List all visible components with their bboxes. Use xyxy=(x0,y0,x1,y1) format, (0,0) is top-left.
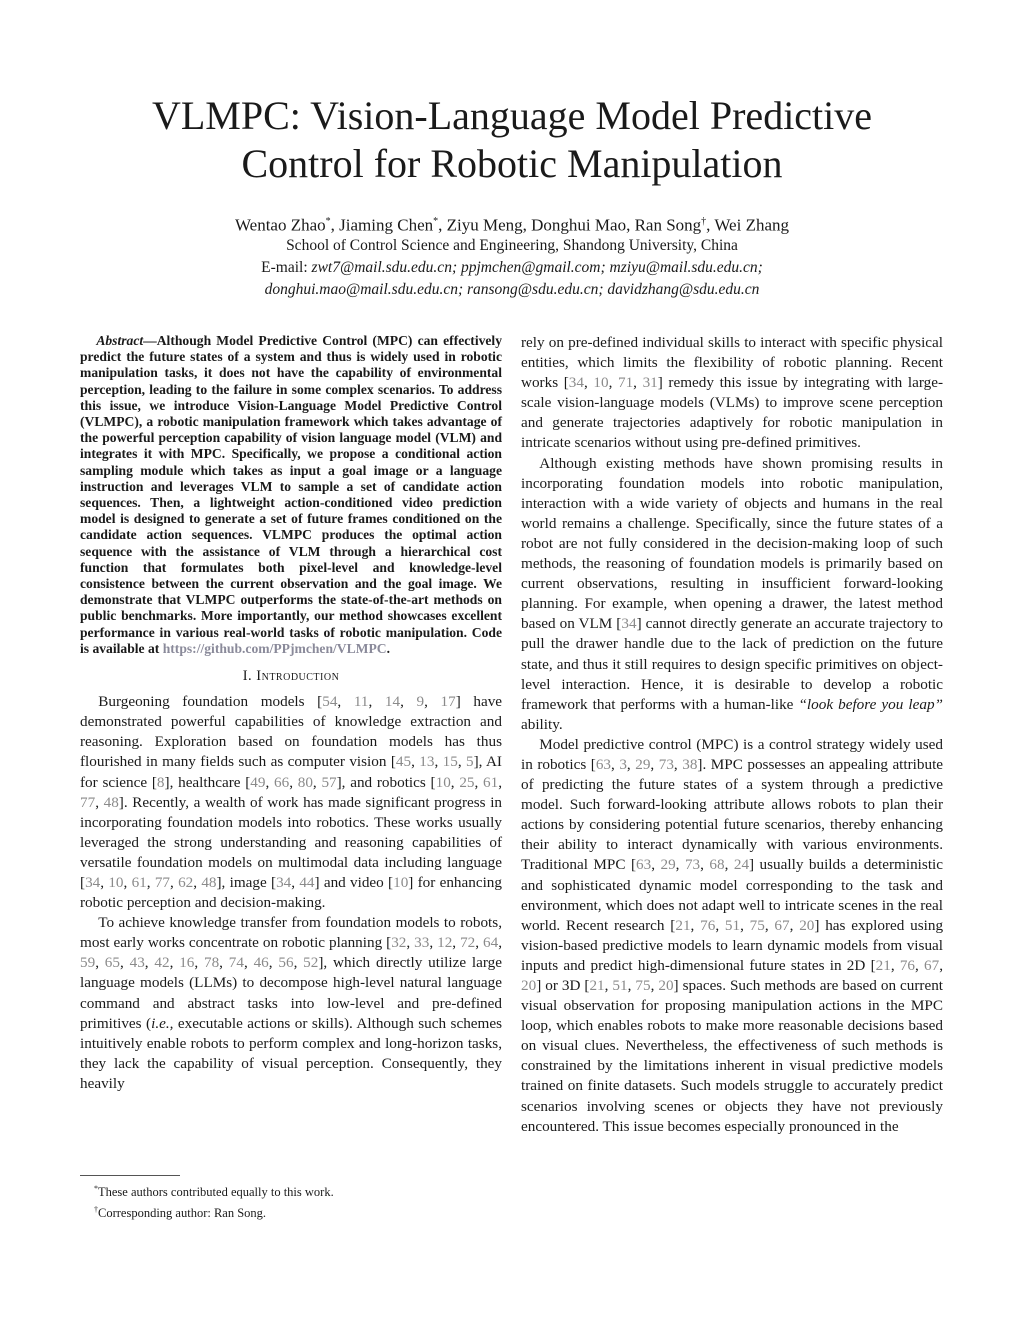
author-name: Wei Zhang xyxy=(714,215,790,235)
citation-link[interactable]: 10 xyxy=(393,874,409,891)
citation-link[interactable]: 63 xyxy=(595,755,611,773)
citation-link[interactable]: 16 xyxy=(179,954,195,972)
citation-link[interactable]: 52 xyxy=(303,954,319,972)
email-block xyxy=(80,257,944,301)
affiliation: School of Control Science and Engineering, Shandong University, China xyxy=(286,237,738,254)
author-mark: * xyxy=(325,216,331,227)
citation-link[interactable]: 76 xyxy=(700,916,716,934)
abstract: Abstract—Although Model Predictive Control (MPC) can effectively predict the future states of a system and thus is widely used in robotic manipulation tasks, it does not have the capability of environmental perception, leading to the failure in some complex scenarios. To address this issue, we introduce Vision-Language Model Predictive Control (VLMPC), a robotic manipulation framework which takes advantage of the powerful perception capability of vision language model (VLM) and integrates it with MPC. Specifically, we propose a conditional action sampling module which takes as input a goal image or a language instruction and leverages VLM to sample a set of candidate action sequences. Then, a lightweight action-conditioned video prediction model is designed to generate a set of future frames conditioned on the candidate action sequences. VLMPC produces the optimal action sequence with the assistance of VLM through a hierarchical cost function that formulates both pixel-level and knowledge-level consistence between the current observation and the goal image. We demonstrate that VLMPC outperforms the state-of-the-art methods on public benchmarks. More importantly, our method showcases excellent performance in various real-world tasks of robotic manipulation. Code is available at https://github.com/PPjmchen/VLMPC. xyxy=(80,333,502,656)
citation-link[interactable]: 45 xyxy=(395,753,412,771)
footnote-text: Corresponding author: Ran Song. xyxy=(98,1206,267,1221)
citation-link[interactable]: 20 xyxy=(658,977,674,994)
citation-link[interactable]: 15 xyxy=(442,753,458,771)
citation-link[interactable]: 33 xyxy=(414,934,430,952)
citation-link[interactable]: 64 xyxy=(483,934,499,952)
citation-link[interactable]: 24 xyxy=(733,856,750,874)
right-column xyxy=(521,333,943,1137)
citation-link[interactable]: 61 xyxy=(131,874,147,891)
citation-link[interactable]: 76 xyxy=(899,956,916,974)
citation-link[interactable]: 34 xyxy=(568,374,584,392)
footnote-mark: † xyxy=(94,1205,98,1215)
title-line-1: VLMPC: Vision-Language Model Predictive xyxy=(151,93,873,138)
citation-link[interactable]: 46 xyxy=(253,954,269,972)
paper-title xyxy=(80,92,944,188)
citation-link[interactable]: 73 xyxy=(684,856,701,874)
citation-link[interactable]: 72 xyxy=(460,934,476,952)
author-list: Wentao Zhao*, Jiaming Chen*, Ziyu Meng, Donghui Mao, Ran Song†, Wei Zhang xyxy=(234,215,790,235)
citation-link[interactable]: 31 xyxy=(642,374,658,392)
abstract-heading: Abstract xyxy=(96,333,144,348)
citation-link[interactable]: 65 xyxy=(104,954,120,972)
citation-link[interactable]: 54 xyxy=(322,693,338,711)
citation-link[interactable]: 71 xyxy=(617,374,634,392)
citation-link[interactable]: 78 xyxy=(203,954,220,972)
citation-link[interactable]: 49 xyxy=(250,773,266,791)
citation-link[interactable]: 73 xyxy=(658,755,674,773)
emphasis-text: i.e., xyxy=(151,1014,174,1032)
section-heading: I. Introduction xyxy=(242,668,340,685)
right-body-text xyxy=(521,333,943,1137)
author-name: Jiaming Chen xyxy=(339,215,434,235)
citation-link[interactable]: 12 xyxy=(437,934,453,952)
email-line-2: donghui.mao@mail.sdu.edu.cn; ransong@sdu.edu.cn; davidzhang@sdu.edu.cn xyxy=(264,281,760,298)
citation-link[interactable]: 80 xyxy=(297,773,313,791)
citation-link[interactable]: 21 xyxy=(589,977,605,994)
citation-link[interactable]: 74 xyxy=(228,954,244,972)
citation-link[interactable]: 67 xyxy=(774,916,790,934)
citation-link[interactable]: 9 xyxy=(416,693,425,711)
body-paragraph: To achieve knowledge transfer from foundation models to robots, most early works concentrate on robotic planning [32, 33, 12, 72, 64, 59, 65, 43, 42, 16, 78, 74, 46, 56, 52], which directly utilize large language models (LLMs) to decompose high-level natural language command and abstract tasks into low-level and pre-defined primitives (i.e., executable actions or skills). Although such schemes intuitively enable robots to perform complex and long-horizon tasks, they lack the capability of visual perception. Consequently, they heavily xyxy=(80,914,502,1092)
citation-link[interactable]: 34 xyxy=(85,874,101,891)
email-line-1: zwt7@mail.sdu.edu.cn; ppjmchen@gmail.com; mziyu@mail.sdu.edu.cn; xyxy=(311,259,763,276)
citation-link[interactable]: 57 xyxy=(321,773,337,791)
citation-link[interactable]: 14 xyxy=(384,693,401,711)
author-name: Ran Song xyxy=(634,215,702,235)
body-paragraph: Although existing methods have shown promising results in incorporating foundation models into robotic manipulation, interaction with a wide variety of objects and humans in the real world remains a challenge. Specifically, since the future states of a robot are not fully considered in the decision-making loop of such methods, the reasoning of foundation models is primarily based on current observations, resulting in insufficient forward-looking planning. For example, when opening a drawer, the latest method based on VLM [34] cannot directly generate an accurate trajectory to pull the drawer handle due to the lack of prediction on the future state, and thus it still requires to design specific primitives on object-level interaction. Hence, it is desirable to develop a robotic framework that performs with a human-like “look before you leap” ability. xyxy=(521,454,943,733)
citation-link[interactable]: 61 xyxy=(483,773,499,791)
code-link[interactable]: https://github.com/PPjmchen/VLMPC xyxy=(162,640,387,656)
citation-link[interactable]: 77 xyxy=(80,793,96,811)
citation-link[interactable]: 62 xyxy=(178,874,194,891)
author-name: Ziyu Meng xyxy=(446,215,523,235)
footnote-text: These authors contributed equally to this work. xyxy=(98,1185,334,1200)
author-mark: * xyxy=(433,216,439,227)
citation-link[interactable]: 67 xyxy=(924,956,940,974)
citation-link[interactable]: 51 xyxy=(724,916,741,934)
citation-link[interactable]: 48 xyxy=(201,874,217,891)
body-paragraph: rely on pre-defined individual skills to interact with specific physical entities, which limits the flexibility of robotic planning. Recent works [34, 10, 71, 31] remedy this issue by integrating with large-scale vision-language models (VLMs) to improve scene perception and generate trajectories adaptively for robotic manipulation in intricate scenarios without using pre-defined primitives. xyxy=(521,334,944,452)
citation-link[interactable]: 21 xyxy=(675,916,691,934)
citation-link[interactable]: 13 xyxy=(419,753,435,771)
body-paragraph: Model predictive control (MPC) is a control strategy widely used in robotics [63, 3, 29, 73, 38]. MPC possesses an appealing attribute of predicting the future states of a system through a predictive model. Such forward-looking attribute allows robots to plan their actions by considering potential future scenarios, thereby enhancing their ability to interact dynamically with various environments. Traditional MPC [63, 29, 73, 68, 24] usually builds a deterministic and sophisticated dynamic model corresponding to the task and environment, which does not adapt well to intricate scenes in the real world. Recent research [21, 76, 51, 75, 67, 20] has explored using vision-based predictive models to learn dynamic models from visual inputs and predict high-dimensional future states in 2D [21, 76, 67, 20] or 3D [21, 51, 75, 20] spaces. Such methods are based on current visual observation for proposing manipulation actions in the MPC loop, which enables robots to make more reasonable decisions based on visual clues. Nevertheless, the effectiveness of such methods is constrained by the limitations inherent in visual predictive models trained on finite datasets. Such models struggle to accurately predict scenarios involving scenes or objects they have not previously encountered. This issue becomes especially pronounced in the xyxy=(521,735,944,1135)
citation-link[interactable]: 59 xyxy=(80,954,96,972)
abstract-body: —Although Model Predictive Control (MPC) can effectively predict the future states of a system and thus is widely used in robotic manipulation tasks, it does not have the capability of environmental perception, leading to the failure in some complex scenarios. To address this issue, we introduce Vision-Language Model Predictive Control (VLMPC), a robotic manipulation framework which takes advantage of the powerful perception capability of vision language model (VLM) and integrates it with MPC. Specifically, we propose a conditional action sampling module which takes as input a goal image or a language instruction and leverages VLM to sample a set of candidate action sequences. Then, a lightweight action-conditioned video prediction model is designed to generate a set of future frames conditioned on the candidate action sequences. VLMPC produces the optimal action sequence with the assistance of VLM through a hierarchical cost function that formulates both pixel-level and knowledge-level consistence between the current observation and the goal image. We demonstrate that VLMPC outperforms the state-of-the-art methods on public benchmarks. More importantly, our method showcases excellent performance in various real-world tasks of robotic manipulation. Code is available at xyxy=(80,333,502,656)
author-mark: † xyxy=(701,216,707,227)
author-name: Donghui Mao xyxy=(531,215,627,235)
citation-link[interactable]: 75 xyxy=(635,977,651,994)
citation-link[interactable]: 51 xyxy=(612,977,628,994)
citation-link[interactable]: 20 xyxy=(521,977,537,994)
citation-link[interactable]: 10 xyxy=(593,374,609,392)
citation-link[interactable]: 10 xyxy=(108,874,124,891)
citation-link[interactable]: 10 xyxy=(435,773,451,791)
footnote xyxy=(80,1201,500,1222)
citation-link[interactable]: 56 xyxy=(278,954,294,972)
citation-link[interactable]: 25 xyxy=(459,773,475,791)
citation-link[interactable]: 32 xyxy=(391,934,407,952)
citation-link[interactable]: 17 xyxy=(440,693,456,711)
citation-link[interactable]: 42 xyxy=(154,954,170,972)
citation-link[interactable]: 20 xyxy=(799,916,815,934)
footnote-mark: * xyxy=(94,1184,98,1193)
citation-link[interactable]: 48 xyxy=(103,793,119,811)
footnote xyxy=(80,1180,500,1201)
left-column xyxy=(80,333,502,1094)
citation-link[interactable]: 68 xyxy=(709,856,725,874)
citation-link[interactable]: 21 xyxy=(875,956,891,974)
footnotes xyxy=(80,1180,500,1222)
footnote-divider xyxy=(80,1175,180,1176)
citation-link[interactable]: 8 xyxy=(156,773,165,791)
citation-link[interactable]: 29 xyxy=(660,856,676,874)
citation-link[interactable]: 34 xyxy=(276,874,292,891)
email-label: E-mail: xyxy=(261,259,312,276)
left-body-text xyxy=(80,692,502,1094)
citation-link[interactable]: 44 xyxy=(299,874,315,891)
citation-link[interactable]: 63 xyxy=(636,856,652,874)
citation-link[interactable]: 38 xyxy=(682,755,698,773)
emphasis-text: “look before you leap” xyxy=(798,695,943,713)
citation-link[interactable]: 29 xyxy=(635,755,651,773)
title-line-2: Control for Robotic Manipulation xyxy=(241,141,783,186)
citation-link[interactable]: 77 xyxy=(154,874,170,891)
citation-link[interactable]: 3 xyxy=(619,755,627,773)
citation-link[interactable]: 43 xyxy=(129,954,145,972)
citation-link[interactable]: 34 xyxy=(621,615,637,633)
citation-link[interactable]: 75 xyxy=(749,916,765,934)
citation-link[interactable]: 11 xyxy=(353,693,369,711)
citation-link[interactable]: 5 xyxy=(465,753,474,771)
author-name: Wentao Zhao xyxy=(234,215,326,235)
body-paragraph: Burgeoning foundation models [54, 11, 14, 9, 17] have demonstrated powerful capabilities of knowledge extraction and reasoning. Exploration based on foundation models has thus flourished in many fields such as computer vision [45, 13, 15, 5], AI for science [8], healthcare [49, 66, 80, 57], and robotics [10, 25, 61, 77, 48]. Recently, a wealth of work has made significant progress in incorporating foundation models into robotics. These works usually leveraged the strong understanding and reasoning capabilities of versatile foundation models on multimodal data including language [34, 10, 61, 77, 62, 48], image [34, 44] and video [10] for enhancing robotic perception and decision-making. xyxy=(80,693,503,912)
citation-link[interactable]: 66 xyxy=(274,773,290,791)
